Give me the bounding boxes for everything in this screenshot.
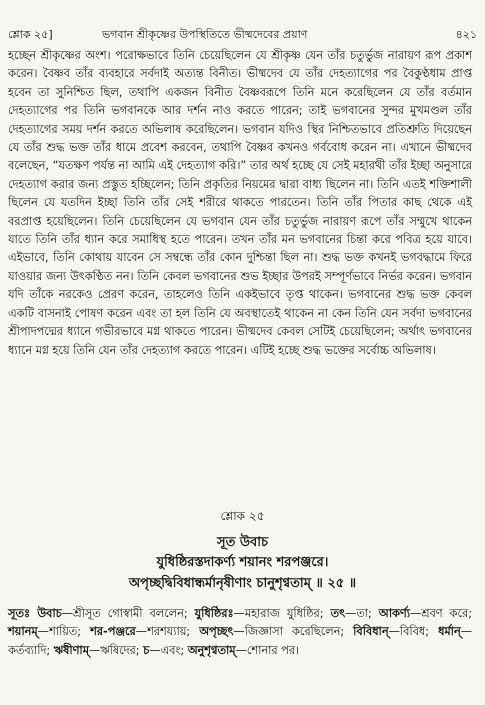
synonym-term: যুধিষ্ঠিরঃ bbox=[194, 607, 234, 620]
verse-line-1: যুধিষ্ঠিরস্তদাকর্ণ্য শয়ানং শরপঞ্জরে। bbox=[156, 555, 329, 570]
header-chapter-title: ভগবান শ্রীকৃষ্ণের উপস্থিতিতে ভীষ্মদেবের প্রয়াণ bbox=[102, 28, 308, 41]
synonym-meaning: —মহারাজ যুধিষ্ঠির; bbox=[233, 607, 331, 620]
synonym-term: ঋষীণাম্ bbox=[53, 643, 89, 657]
synonym-meaning: —ঋষিদের; bbox=[88, 643, 144, 657]
header-verse-ref: শ্লোক ২৫] bbox=[8, 28, 53, 41]
synonym-term: শর-পঞ্জরে bbox=[90, 625, 136, 639]
verse-heading: শ্লোক ২৫ bbox=[220, 509, 265, 523]
synonym-meaning: —কর্তব্যাদি; bbox=[8, 625, 472, 657]
verse-speaker: সূত উবাচ bbox=[216, 535, 268, 550]
synonym-term: অপৃচ্ছৎ bbox=[199, 625, 234, 639]
synonym-term: বিবিধান্ bbox=[353, 625, 389, 639]
synonym-term: চ bbox=[143, 643, 150, 657]
synonym-term: অনুশৃণ্বতাম্ bbox=[187, 643, 236, 657]
synonym-term: শয়ানম্ bbox=[8, 625, 38, 639]
synonym-meaning: —শ্রবণ করে; bbox=[409, 607, 473, 620]
verse-line-2: অপৃচ্ছদ্বিবিধান্ধর্মানৃষীণাং চানুশৃণ্বতাম্ ॥ ২৫ ॥ bbox=[128, 576, 357, 591]
synonym-meaning: —তা; bbox=[344, 607, 379, 620]
synonym-meaning: —এবং; bbox=[149, 643, 188, 657]
synonyms-section bbox=[8, 605, 472, 660]
synonym-term: তৎ bbox=[330, 607, 345, 620]
synonyms-paragraph bbox=[8, 605, 472, 660]
synonym-meaning: —বিবিধ; bbox=[388, 625, 439, 639]
synonym-term: আকর্ণ্য bbox=[378, 607, 410, 620]
synonym-term: ধর্মান্ bbox=[438, 625, 461, 639]
synonym-meaning: —শোনার পর। bbox=[235, 643, 300, 657]
purport-paragraph: হচ্ছেন শ্রীকৃষ্ণের অংশ। পরোক্ষভাবে তিনি চেয়েছিলেন যে শ্রীকৃষ্ণ যেন তাঁর চতুর্ভুজ নারায়ণ রূপ প্রকাশ করেন। বৈষ্ণব তাঁর ব্যবহারে সর্বদাই অত্যন্ত বিনীত। ভীষ্মদেব যে তাঁর দেহত্যাগের পর বৈকুণ্ঠধাম প্রাপ্ত হবেন তা সুনিশ্চিত ছিল, তথাপি একজন বিনীত বৈষ্ণবরূপে তিনি মনে করেছিলেন যে তাঁর বর্তমান দেহত্যাগের পর তিনি ভগবানকে আর দর্শন নাও করতে পারেন; তাই ভগবানের সুন্দর মুখমণ্ডল তাঁর দেহত্যাগের সময় দর্শন করতে অভিলাষ করেছিলেন। ভগবান যদিও স্থির নিশ্চিতভাবে প্রতিশ্রুতি দিয়েছেন যে তাঁর শুদ্ধ ভক্ত তাঁর ধামে প্রবেশ করবেন, তথাপি বৈষ্ণব কখনও গর্ববোধ করেন না। এখানে ভীষ্মদেব বলেছেন, “যতক্ষণ পর্যন্ত না আমি এই দেহত্যাগ করি।” তার অর্থ হচ্ছে যে সেই মহারথী তাঁর ইচ্ছা অনুসারে দেহত্যাগ করার জন্য প্রস্তুত হচ্ছিলেন; তিনি প্রকৃতির নিয়মের দ্বারা বাধ্য ছিলেন না। তিনি এতই শক্তিশালী ছিলেন যে যতদিন ইচ্ছা তিনি তাঁর সেই শরীরে থাকতে পারতেন। তিনি তাঁর পিতার কাছ থেকে এই বরপ্রাপ্ত হয়েছিলেন। তিনি চেয়েছিলেন যে ভগবান যেন তাঁর চতুর্ভুজ নারায়ণ রূপে তাঁর সম্মুখে থাকেন যাতে তিনি তাঁর ধ্যান করে সমাধিস্থ হতে পারেন। তখন তাঁর মন ভগবানের চিন্তা করে পবিত্র হয়ে যাবে। এইভাবে, তিনি কোথায় যাবেন সে সম্বন্ধে তাঁর কোন দুশ্চিন্তা ছিল না। শুদ্ধ ভক্ত কখনই ভগবদ্ধামে ফিরে যাওয়ার জন্য উৎকণ্ঠিত নন। তিনি কেবল ভগবানের শুভ ইচ্ছার উপরই সম্পূর্ণভাবে নির্ভর করেন। ভগবান যদি তাঁকে নরকেও প্রেরণ করেন, তাহলেও তিনি একইভাবে তৃপ্ত থাকেন। ভগবানের শুদ্ধ ভক্ত কেবল একটি বাসনাই পোষণ করেন এবং তা হল তিনি যে অবস্থাতেই থাকেন না কেন তিনি যেন সর্বদা ভগবানের শ্রীপাদপদ্মের ধ্যানে গভীরভাবে মগ্ন থাকতে পারেন। ভীষ্মদেব কেবল সেটিই চেয়েছিলেন; অর্থাৎ ভগবানের ধ্যানে মগ্ন হয়ে তিনি যেন তাঁর দেহত্যাগ করতে পারেন। এটিই হচ্ছে শুদ্ধ ভক্তের সর্বোচ্চ অভিলাষ। bbox=[8, 49, 472, 357]
page-number: ৪২১ bbox=[455, 28, 477, 41]
page-header bbox=[8, 26, 477, 42]
synonym-meaning: —শ্রীসূত গোস্বামী বললেন; bbox=[61, 607, 195, 620]
purport-text bbox=[8, 47, 472, 360]
synonym-meaning: —শায়িত; bbox=[37, 625, 91, 639]
synonym-meaning: —জিজ্ঞাসা করেছিলেন; bbox=[233, 625, 354, 639]
synonym-meaning: —শরশয্যায়; bbox=[135, 625, 200, 639]
synonym-term: সূতঃ উবাচ bbox=[8, 607, 62, 620]
